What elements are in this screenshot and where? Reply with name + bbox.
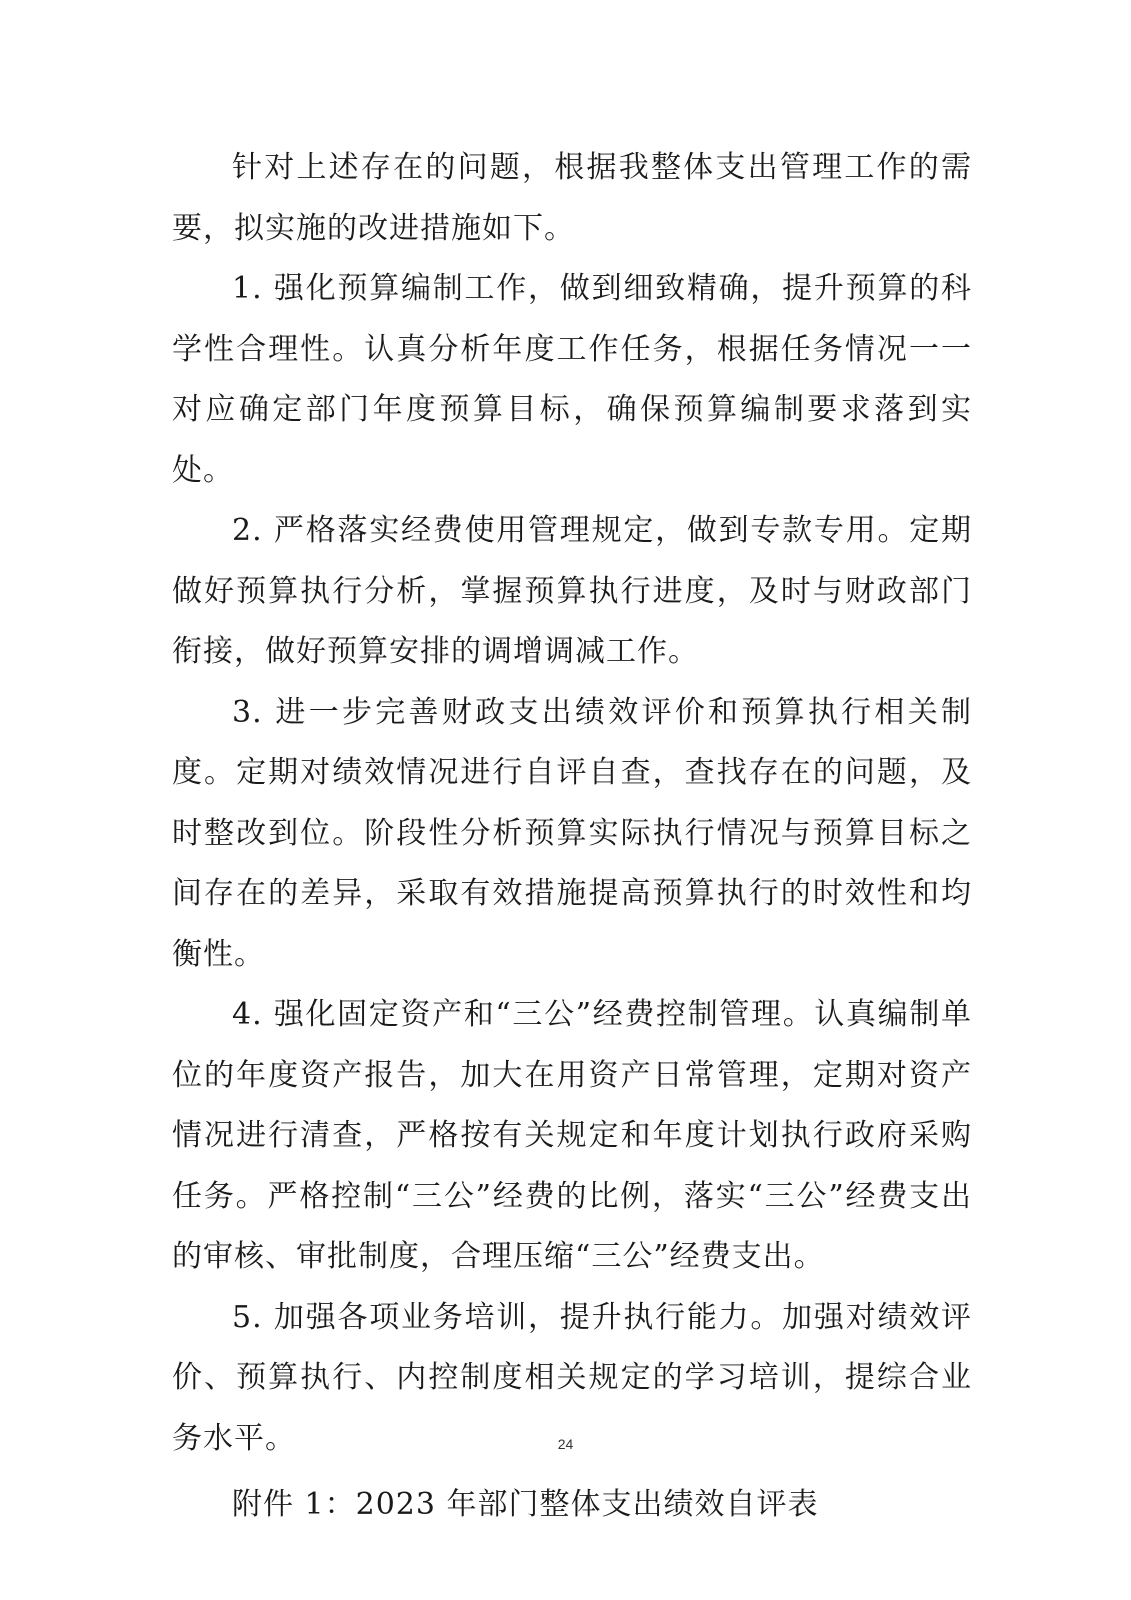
attachment-line: 附件 1：2023 年部门整体支出绩效自评表 [232, 1487, 819, 1522]
intro-paragraph: 针对上述存在的问题，根据我整体支出管理工作的需要，拟实施的改进措施如下。 [172, 150, 972, 246]
measure-5-paragraph: 5. 加强各项业务培训，提升执行能力。加强对绩效评价、预算执行、内控制度相关规定的学习培训，提综合业务水平。 [172, 1299, 972, 1456]
measure-4-paragraph: 4. 强化固定资产和“三公”经费控制管理。认真编制单位的年度资产报告，加大在用资产日常管理，定期对资产情况进行清查，严格按有关规定和年度计划执行政府采购任务。严格控制“三公”经费的比例，落实“三公”经费支出的审核、审批制度，合理压缩“三公”经费支出。 [172, 997, 972, 1274]
document-body [172, 138, 972, 1536]
measure-1-paragraph: 1. 强化预算编制工作，做到细致精确，提升预算的科学性合理性。认真分析年度工作任务，根据任务情况一一对应确定部门年度预算目标，确保预算编制要求落到实处。 [172, 271, 972, 488]
page-number: 24 [557, 1436, 574, 1452]
measure-3-paragraph: 3. 进一步完善财政支出绩效评价和预算执行相关制度。定期对绩效情况进行自评自查，查找存在的问题，及时整改到位。阶段性分析预算实际执行情况与预算目标之间存在的差异，采取有效措施提高预算执行的时效性和均衡性。 [172, 694, 972, 972]
measure-2-paragraph: 2. 严格落实经费使用管理规定，做到专款专用。定期做好预算执行分析，掌握预算执行进度，及时与财政部门衔接，做好预算安排的调增调减工作。 [172, 513, 972, 669]
